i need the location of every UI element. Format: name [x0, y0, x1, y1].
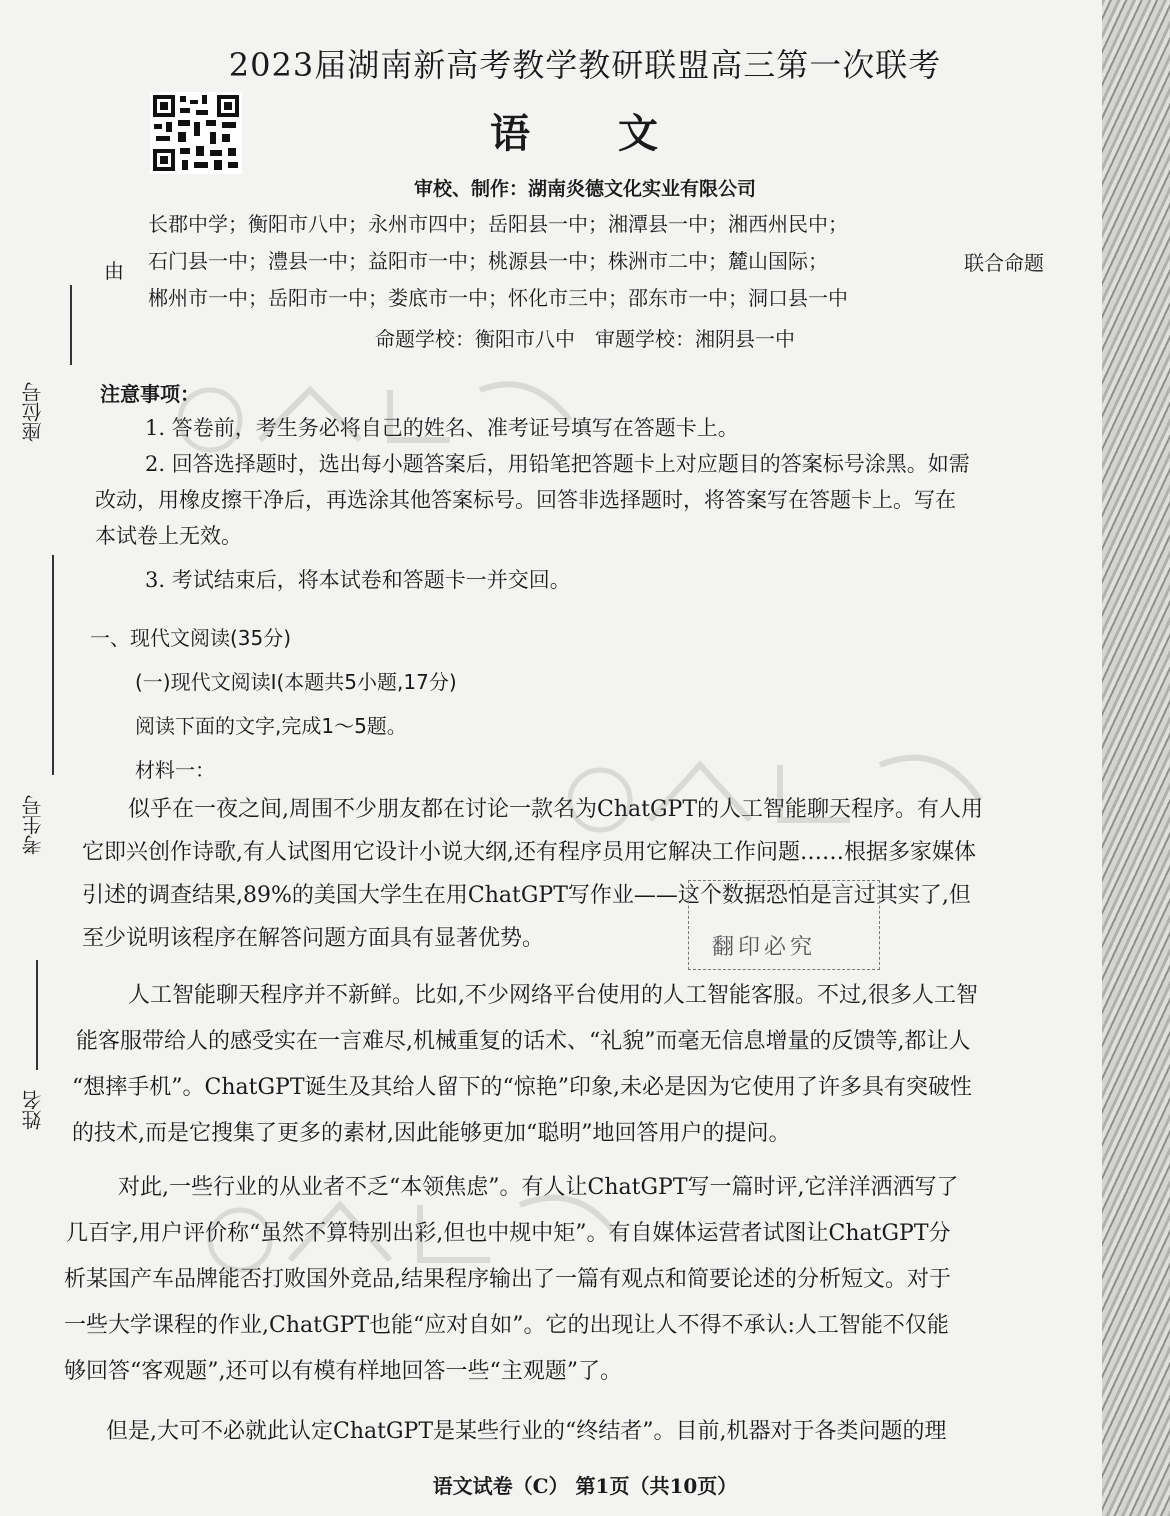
school-list-row: 长郡中学；衡阳市八中；永州市四中；岳阳县一中；湘潭县一中；湘西州民中； [148, 212, 848, 236]
note-line: 1. 答卷前，考生务必将自己的姓名、准考证号填写在答题卡上。 [145, 416, 739, 440]
paragraph-line: “想摔手机”。ChatGPT诞生及其给人留下的“惊艳”印象,未必是因为它使用了许多具有突破性 [72, 1075, 972, 1100]
subsection-title: (一)现代文阅读Ⅰ(本题共5小题,17分) [135, 670, 457, 694]
page-footer: 语文试卷（C） 第1页（共10页） [432, 1474, 738, 1498]
exam-title: 2023届湖南新高考教学教研联盟高三第一次联考 [228, 46, 942, 84]
paragraph-line: 对此,一些行业的从业者不乏“本领焦虑”。有人让ChatGPT写一篇时评,它洋洋洒洒写了 [118, 1175, 959, 1200]
exam-number-label: 考生号 [21, 795, 45, 855]
instruction: 阅读下面的文字,完成1～5题。 [135, 714, 407, 738]
paragraph-line: 几百字,用户评价称“虽然不算特别出彩,但也中规中矩”。有自媒体运营者试图让ChatGPT分 [66, 1221, 951, 1246]
qr-code-icon [150, 92, 242, 174]
paragraph-line: 够回答“客观题”,还可以有模有样地回答一些“主观题”了。 [64, 1359, 622, 1384]
note-line: 3. 考试结束后，将本试卷和答题卡一并交回。 [145, 568, 571, 592]
paragraph-line: 但是,大可不必就此认定ChatGPT是某些行业的“终结者”。目前,机器对于各类问题的理 [106, 1419, 947, 1444]
paragraph-line: 引述的调查结果,89%的美国大学生在用ChatGPT写作业——这个数据恐怕是言过其实了,但 [82, 883, 971, 908]
paragraph-line: 的技术,而是它搜集了更多的素材,因此能够更加“聪明”地回答用户的提问。 [72, 1121, 791, 1146]
binding-line [52, 555, 54, 775]
watermark-icon [170, 360, 590, 470]
notes-title: 注意事项： [100, 382, 200, 406]
watermark-icon [560, 730, 1000, 850]
subject-title: 语文 [490, 110, 746, 157]
paragraph-line: 析某国产车品牌能否打败国外竞品,结果程序输出了一篇有观点和简要论述的分析短文。对于 [64, 1267, 951, 1292]
paragraph-line: 至少说明该程序在解答问题方面具有显著优势。 [82, 926, 545, 951]
section-title: 一、现代文阅读(35分) [90, 626, 292, 650]
producer-line: 审校、制作：湖南炎德文化实业有限公司 [413, 178, 756, 200]
joint-suffix: 联合命题 [964, 251, 1044, 275]
note-line: 本试卷上无效。 [95, 524, 242, 548]
copyright-stamp-text: 翻印必究 [712, 935, 817, 960]
binding-line [36, 960, 38, 1070]
paragraph-line: 它即兴创作诗歌,有人试图用它设计小说大纲,还有程序员用它解决工作问题……根据多家媒体 [82, 840, 976, 865]
material-label: 材料一： [135, 758, 215, 782]
watermark-icon [200, 1170, 640, 1290]
scan-edge-texture [1102, 0, 1170, 1516]
school-list-row: 石门县一中；澧县一中；益阳市一中；桃源县一中；株洲市二中；麓山国际； [148, 249, 828, 273]
paragraph-line: 能客服带给人的感受实在一言难尽,机械重复的话术、“礼貌”而毫无信息增量的反馈等,都让人 [76, 1029, 971, 1054]
paragraph-line: 人工智能聊天程序并不新鲜。比如,不少网络平台使用的人工智能客服。不过,很多人工智 [128, 983, 978, 1008]
joint-prefix: 由 [104, 259, 124, 283]
paragraph-line: 一些大学课程的作业,ChatGPT也能“应对自如”。它的出现让人不得不承认:人工智能不仅能 [64, 1313, 949, 1338]
note-line: 2. 回答选择题时，选出每小题答案后，用铅笔把答题卡上对应题目的答案标号涂黑。如需 [145, 452, 970, 476]
ming-ti-line: 命题学校：衡阳市八中 审题学校：湘阴县一中 [375, 327, 795, 351]
name-label: 姓名 [21, 1090, 45, 1130]
paragraph-line: 似乎在一夜之间,周围不少朋友都在讨论一款名为ChatGPT的人工智能聊天程序。有人用 [128, 797, 984, 822]
note-line: 改动，用橡皮擦干净后，再选涂其他答案标号。回答非选择题时，将答案写在答题卡上。写在 [95, 488, 956, 512]
school-list-row: 郴州市一中；岳阳市一中；娄底市一中；怀化市三中；邵东市一中；洞口县一中 [148, 286, 848, 310]
seat-number-label: 座位号 [21, 382, 45, 442]
